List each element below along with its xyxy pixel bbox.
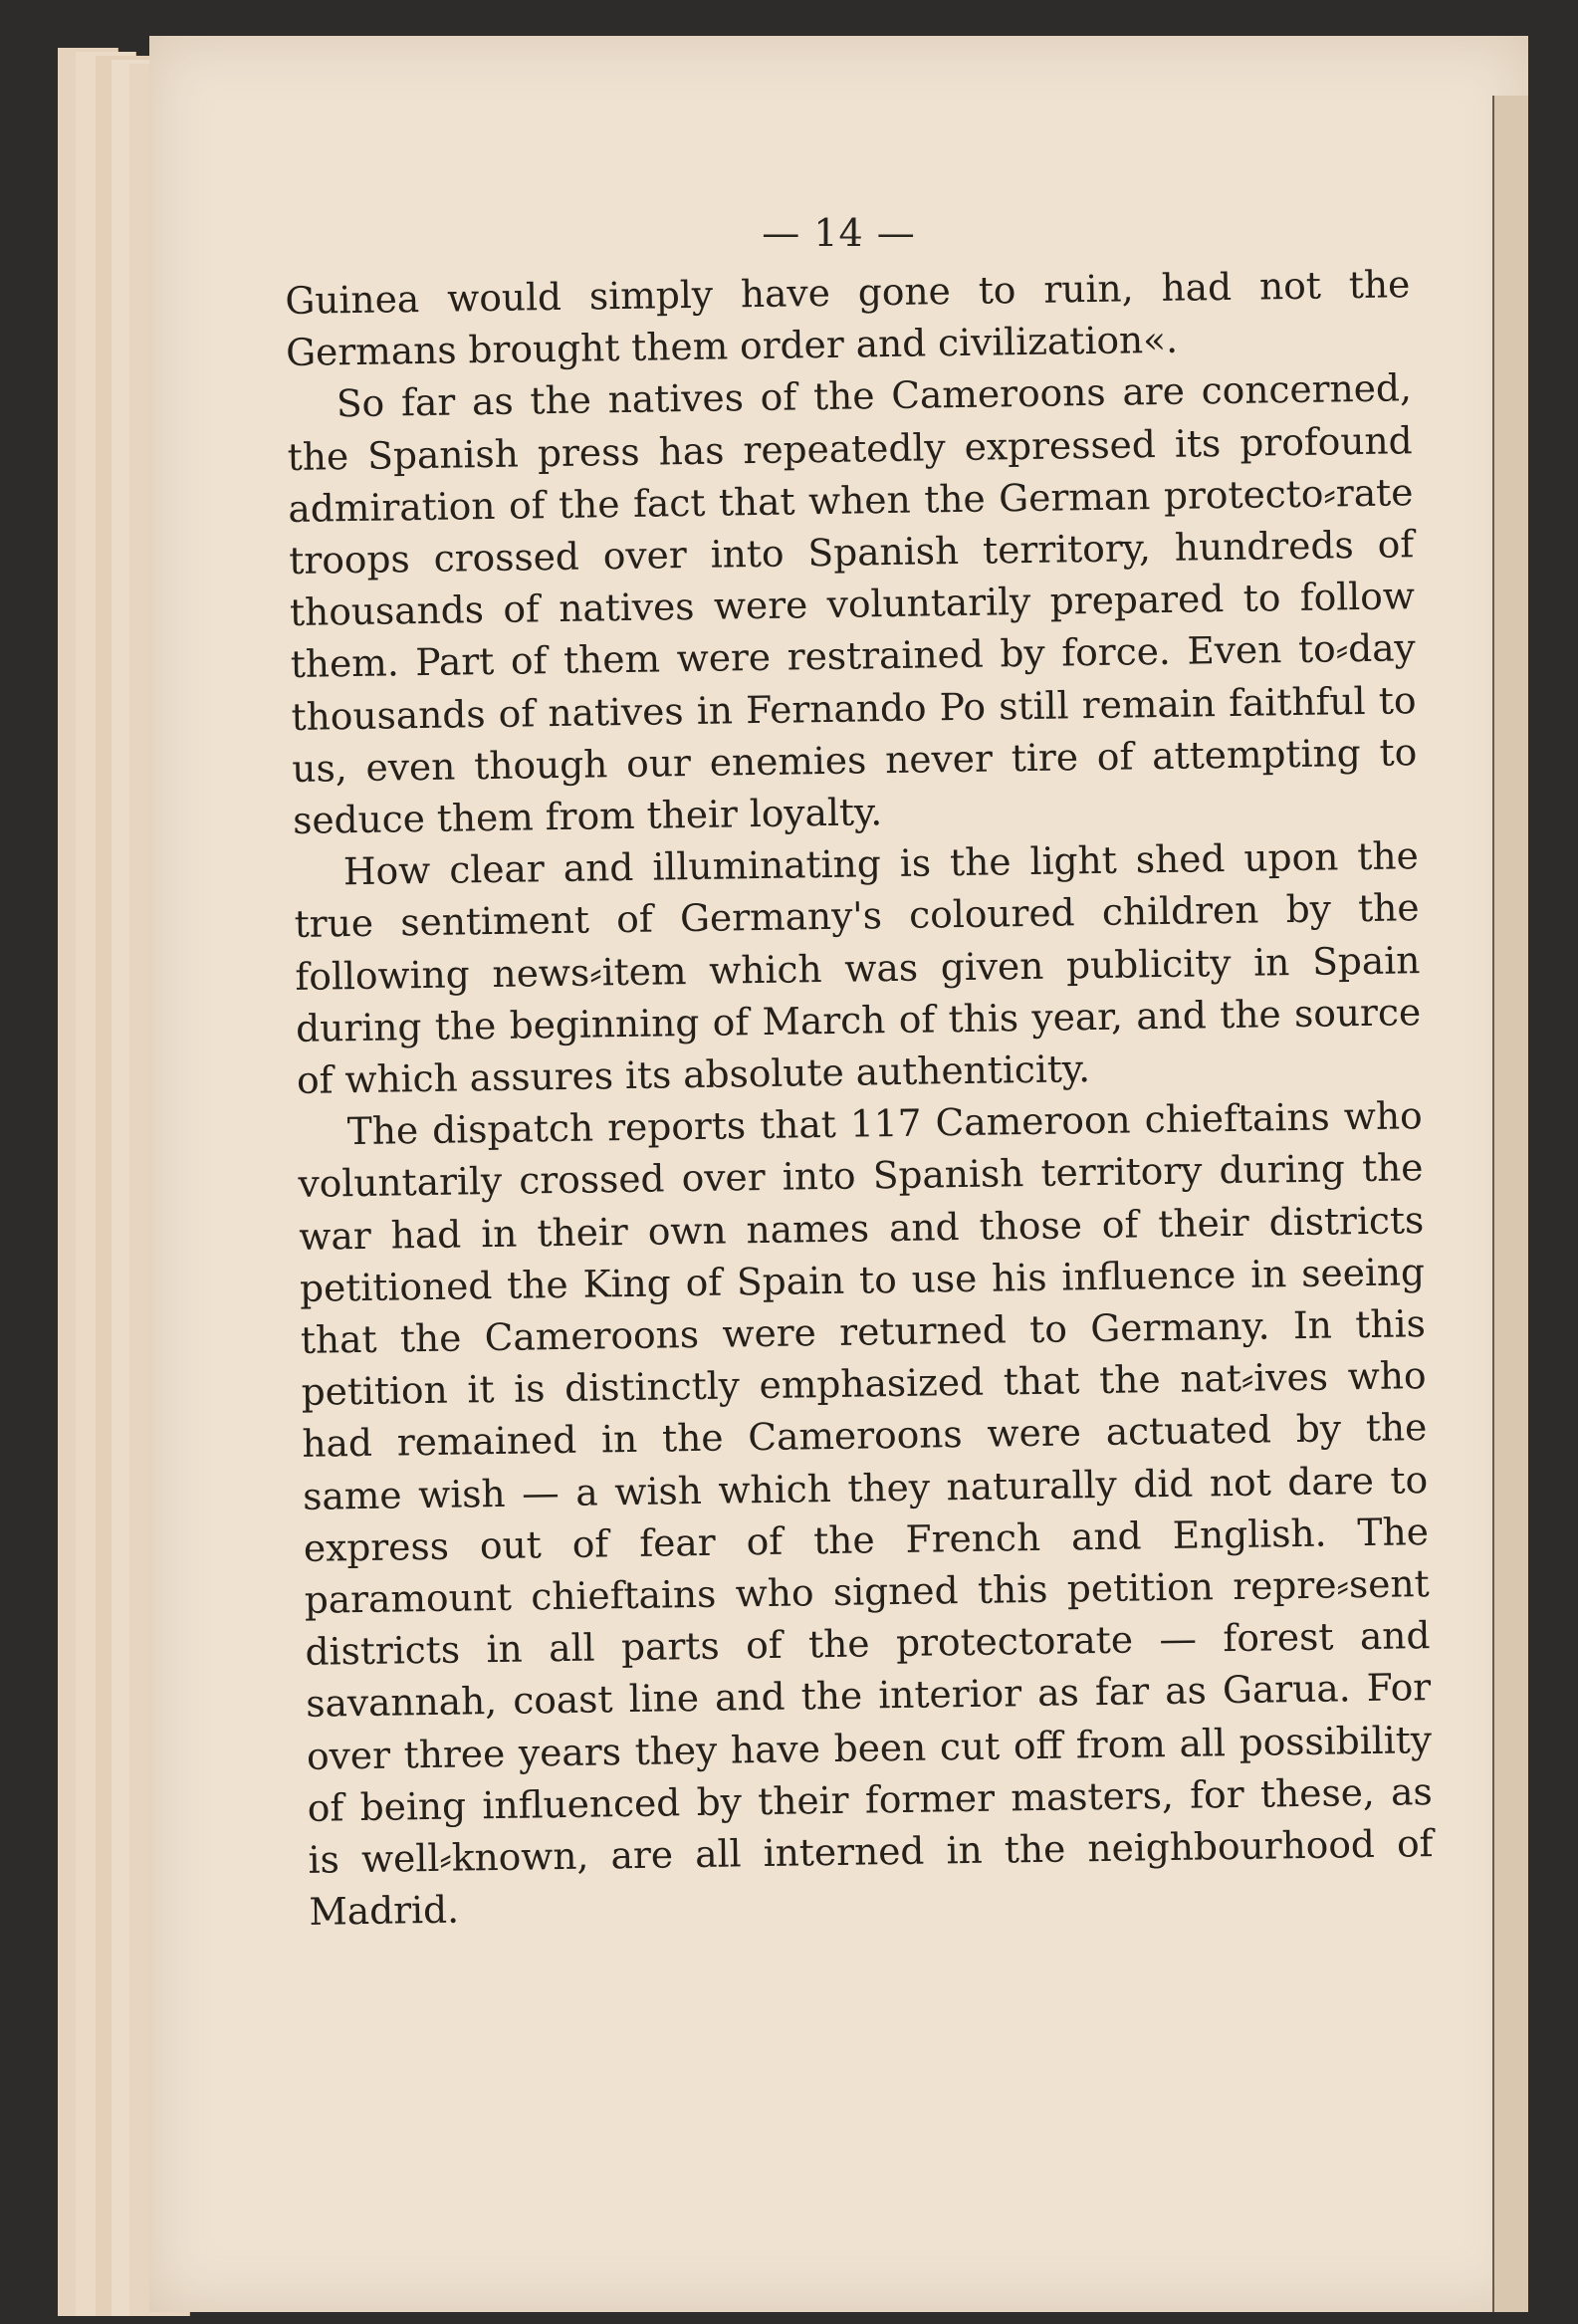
facing-page-edge	[1492, 96, 1528, 2312]
paragraph: Guinea would simply have gone to ruin, had not the Germans brought them order and civilization«.	[285, 262, 1411, 375]
paragraph: The dispatch reports that 117 Cameroon chieftains who voluntarily crossed over into Spanish territory during the war had in their own names and those of their districts petitioned the King of Spain to use his influence in seeing that the Cameroons were returned to Germany. In this petition it is distinctly emphasized that the nat⸗ives who had remained in the Cameroons were actuated by the same wish — a wish which they naturally did not dare to express out of fear of the French and English. The paramount chieftains who signed this petition repre⸗sent districts in all parts of the protectorate — forest and savannah, coast line and the interior as far as Garua. For over three years they have been cut off from all possibility of being influenced by their former masters, for these, as is well⸗known, are all interned in the neighbourhood of Madrid.	[298, 1093, 1434, 1935]
paragraph: So far as the natives of the Cameroons are concerned, the Spanish press has repeatedly expressed its profound admiration of the fact that when the German protecto⸗rate troops crossed over into Spanish territory, hundreds of thousands of natives were voluntarily prepared to follow them. Part of them were restrained by force. Even to⸗day thousands of natives in Fernando Po still remain faithful to us, even though our enemies never tire of attempting to seduce them from their loyalty.	[287, 365, 1418, 842]
page-number: — 14 —	[762, 211, 916, 255]
body-text	[285, 258, 1435, 1938]
paragraph: How clear and illuminating is the light shed upon the true sentiment of Germany's coloured children by the following news⸗item which was given publicity in Spain during the beginning of March of this year, and the source of which assures its absolute authenticity.	[294, 833, 1422, 1102]
